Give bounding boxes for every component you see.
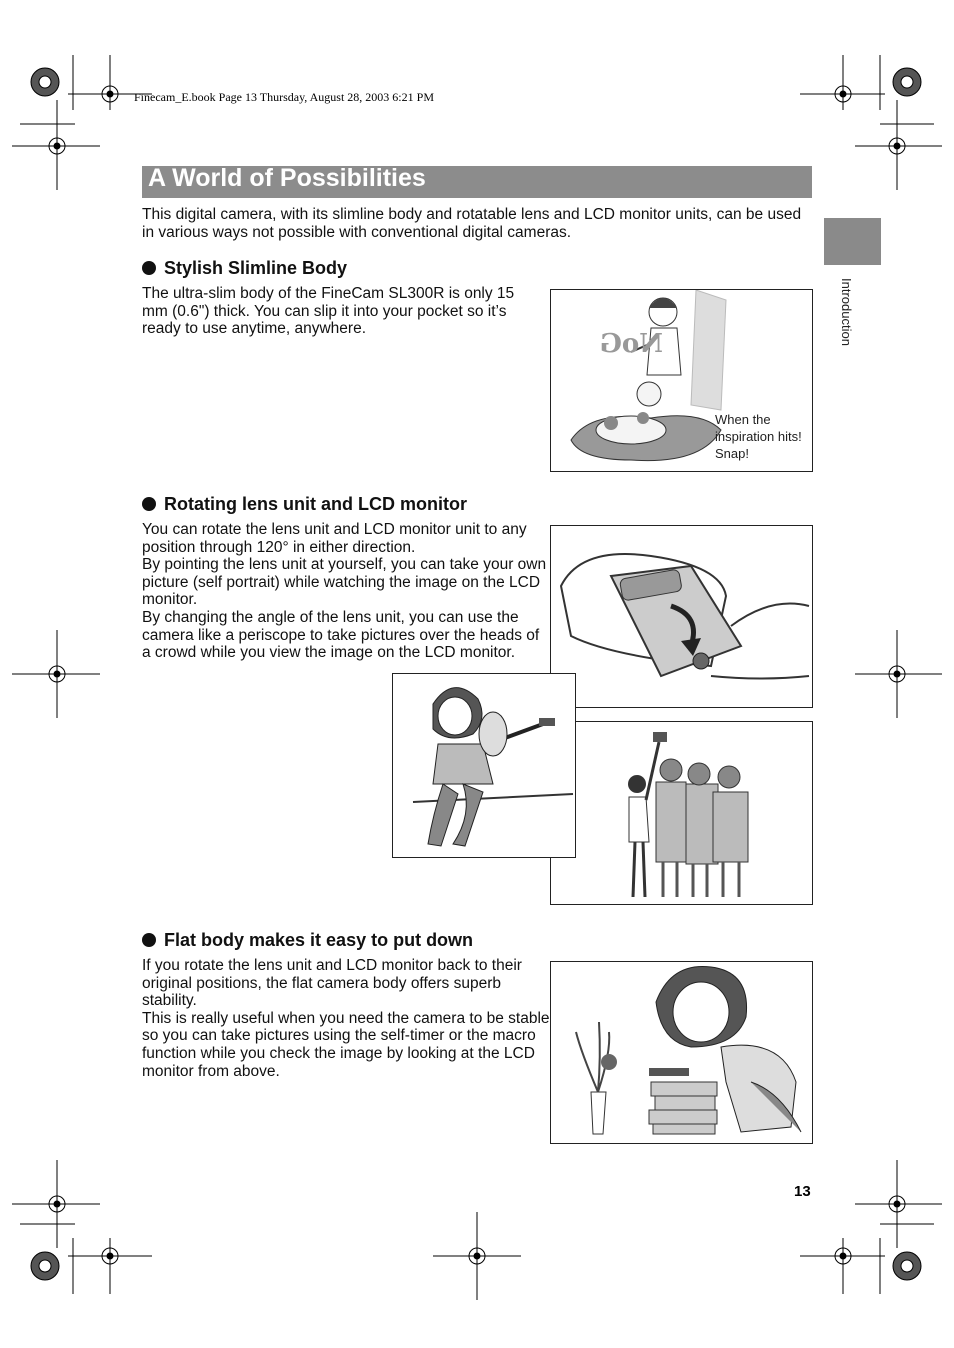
woman-books-illustration (551, 962, 812, 1143)
illustration-inspiration (550, 289, 813, 472)
section-heading-rotating (142, 494, 467, 515)
bullet-icon (142, 497, 156, 511)
page-title: A World of Possibilities (148, 164, 426, 192)
illustration-flat-body (550, 961, 813, 1144)
section-heading-flat-body (142, 930, 473, 951)
illustration-camera-rotation (550, 525, 813, 708)
inspiration-caption: When the inspiration hits! Snap! (715, 412, 802, 461)
running-head: Finecam_E.book Page 13 Thursday, August 28, 2003 6:21 PM (134, 90, 434, 104)
flat-body-paragraph-1: If you rotate the lens unit and LCD monitor back to their original positions, the flat camera body offers superb stability. (142, 957, 522, 1010)
camera-in-hand-illustration (551, 526, 812, 707)
bullet-icon (142, 933, 156, 947)
self-portrait-illustration (393, 674, 575, 857)
rotating-paragraph-1: You can rotate the lens unit and LCD monitor unit to any position through 120° in either direction. (142, 521, 527, 556)
section-heading-text: Stylish Slimline Body (164, 258, 348, 278)
rotating-paragraphs (142, 521, 550, 662)
section-heading-text: Flat body makes it easy to put down (164, 930, 474, 950)
svg-text:NoG: NoG (599, 329, 663, 359)
page-number: 13 (794, 1183, 811, 1200)
section-tab (824, 218, 881, 265)
illustration-periscope (550, 721, 813, 905)
illustration-self-portrait (392, 673, 576, 858)
rotating-paragraph-3: By changing the angle of the lens unit, you can use the camera like a periscope to take pictures over the heads of a crowd while you view the image on the LCD monitor. (142, 608, 540, 662)
slimline-paragraph: The ultra-slim body of the FineCam SL300R is only 15 mm (0.6") thick. You can slip it into your pocket so it’s ready to use anytime, anywhere. (142, 285, 515, 338)
flat-body-paragraphs (142, 957, 550, 1080)
section-heading-text: Rotating lens unit and LCD monitor (164, 494, 467, 514)
crowd-periscope-illustration (551, 722, 812, 904)
flat-body-paragraph-2: This is really useful when you need the camera to be stable so you can take pictures using the self-timer or the macro function while you check the image by looking at the LCD monitor from above. (142, 1009, 550, 1080)
bullet-icon (142, 261, 156, 275)
intro-paragraph: This digital camera, with its slimline body and rotatable lens and LCD monitor units, can be used in various ways not possible with conventional digital cameras. (142, 206, 802, 241)
rotating-paragraph-2: By pointing the lens unit at yourself, you can take your own picture (self portrait) while watching the image on the LCD monitor. (142, 556, 547, 609)
section-heading-slimline (142, 258, 347, 279)
section-tab-label: Introduction (839, 278, 854, 346)
